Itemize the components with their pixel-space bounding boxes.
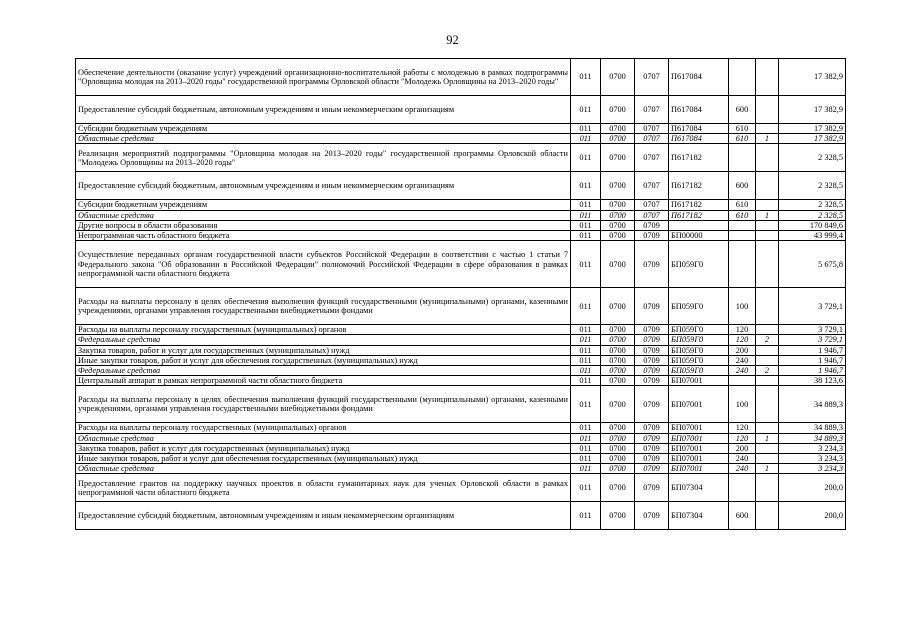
- table-row: [76, 443, 846, 453]
- funding-source-code: [756, 144, 779, 172]
- subsection-code: 0709: [635, 231, 669, 241]
- subsection-code: 0707: [635, 59, 669, 96]
- table-row: [76, 345, 846, 355]
- expense-type-code: 240: [729, 355, 756, 365]
- section-code: 0700: [601, 366, 635, 376]
- subsection-code: 0709: [635, 345, 669, 355]
- funding-source-code: 1: [756, 464, 779, 474]
- expense-type-code: 100: [729, 386, 756, 423]
- target-article-code: БП07001: [669, 423, 729, 433]
- target-article-code: П617084: [669, 134, 729, 144]
- funding-source-code: [756, 502, 779, 530]
- admin-code: 011: [571, 59, 601, 96]
- expense-type-code: 610: [729, 124, 756, 134]
- target-article-code: П617084: [669, 124, 729, 134]
- row-description: Областные средства: [76, 433, 571, 443]
- table-row: [76, 355, 846, 365]
- expense-type-code: 610: [729, 200, 756, 210]
- target-article-code: П617182: [669, 172, 729, 200]
- funding-source-code: [756, 96, 779, 124]
- table-row: [76, 423, 846, 433]
- amount: 17 382,9: [779, 124, 846, 134]
- table-row: [76, 386, 846, 423]
- target-article-code: БП07001: [669, 443, 729, 453]
- amount: 2 328,5: [779, 200, 846, 210]
- amount: 3 729,1: [779, 288, 846, 325]
- expense-type-code: [729, 241, 756, 288]
- section-code: 0700: [601, 355, 635, 365]
- amount: 200,0: [779, 474, 846, 502]
- amount: 34 889,3: [779, 423, 846, 433]
- table-row: [76, 474, 846, 502]
- funding-source-code: [756, 172, 779, 200]
- amount: 2 328,5: [779, 144, 846, 172]
- admin-code: 011: [571, 241, 601, 288]
- admin-code: 011: [571, 454, 601, 464]
- target-article-code: [669, 220, 729, 230]
- amount: 3 234,3: [779, 443, 846, 453]
- subsection-code: 0707: [635, 134, 669, 144]
- section-code: 0700: [601, 474, 635, 502]
- table-row: [76, 454, 846, 464]
- row-description: Федеральные средства: [76, 335, 571, 345]
- table-row: [76, 335, 846, 345]
- section-code: 0700: [601, 241, 635, 288]
- subsection-code: 0709: [635, 433, 669, 443]
- section-code: 0700: [601, 288, 635, 325]
- target-article-code: БП059Г0: [669, 241, 729, 288]
- target-article-code: БП07001: [669, 386, 729, 423]
- funding-source-code: 1: [756, 210, 779, 220]
- row-description: Предоставление субсидий бюджетным, автономным учреждениям и иным некоммерческим организациям: [76, 502, 571, 530]
- amount: 3 729,1: [779, 335, 846, 345]
- amount: 1 946,7: [779, 355, 846, 365]
- expense-type-code: 610: [729, 210, 756, 220]
- amount: 3 729,1: [779, 325, 846, 335]
- target-article-code: БП07001: [669, 454, 729, 464]
- section-code: 0700: [601, 345, 635, 355]
- admin-code: 011: [571, 355, 601, 365]
- table-body: [76, 59, 846, 530]
- budget-table: [75, 58, 846, 530]
- table-row: [76, 172, 846, 200]
- target-article-code: П617084: [669, 96, 729, 124]
- amount: 34 889,3: [779, 433, 846, 443]
- subsection-code: 0709: [635, 376, 669, 386]
- row-description: Непрограммная часть областного бюджета: [76, 231, 571, 241]
- row-description: Областные средства: [76, 464, 571, 474]
- row-description: Иные закупки товаров, работ и услуг для обеспечения государственных (муниципальных) нужд: [76, 454, 571, 464]
- section-code: 0700: [601, 433, 635, 443]
- amount: 34 889,3: [779, 386, 846, 423]
- amount: 1 946,7: [779, 345, 846, 355]
- funding-source-code: 1: [756, 134, 779, 144]
- row-description: Обеспечение деятельности (оказание услуг) учреждений организационно-воспитательной работы с молодежью в рамках подпрограммы "Орловщина молодая на 2013–2020 годы" государственной программы Орловской области "Молодежь Орловщины на 2013–2020 годы": [76, 59, 571, 96]
- table-row: [76, 210, 846, 220]
- target-article-code: П617182: [669, 144, 729, 172]
- target-article-code: БП07304: [669, 502, 729, 530]
- subsection-code: 0707: [635, 144, 669, 172]
- section-code: 0700: [601, 59, 635, 96]
- target-article-code: БП059Г0: [669, 345, 729, 355]
- admin-code: 011: [571, 124, 601, 134]
- table-row: [76, 464, 846, 474]
- subsection-code: 0707: [635, 210, 669, 220]
- expense-type-code: 120: [729, 325, 756, 335]
- table-row: [76, 134, 846, 144]
- table-row: [76, 433, 846, 443]
- section-code: 0700: [601, 502, 635, 530]
- target-article-code: БП059Г0: [669, 355, 729, 365]
- row-description: Реализация мероприятий подпрограммы "Орловщина молодая на 2013–2020 годы" государственной программы Орловской области "Молодежь Орловщины на 2013–2020 годы": [76, 144, 571, 172]
- section-code: 0700: [601, 172, 635, 200]
- funding-source-code: [756, 231, 779, 241]
- table-row: [76, 366, 846, 376]
- row-description: Закупка товаров, работ и услуг для государственных (муниципальных) нужд: [76, 345, 571, 355]
- admin-code: 011: [571, 325, 601, 335]
- target-article-code: П617182: [669, 210, 729, 220]
- target-article-code: БП00000: [669, 231, 729, 241]
- row-description: Расходы на выплаты персоналу государственных (муниципальных) органов: [76, 325, 571, 335]
- table-row: [76, 325, 846, 335]
- amount: 43 999,4: [779, 231, 846, 241]
- expense-type-code: [729, 220, 756, 230]
- row-description: Федеральные средства: [76, 366, 571, 376]
- subsection-code: 0709: [635, 474, 669, 502]
- target-article-code: БП059Г0: [669, 366, 729, 376]
- admin-code: 011: [571, 464, 601, 474]
- expense-type-code: 200: [729, 345, 756, 355]
- expense-type-code: 240: [729, 464, 756, 474]
- subsection-code: 0709: [635, 386, 669, 423]
- funding-source-code: [756, 241, 779, 288]
- expense-type-code: 120: [729, 335, 756, 345]
- subsection-code: 0709: [635, 220, 669, 230]
- amount: 17 382,9: [779, 96, 846, 124]
- funding-source-code: 2: [756, 335, 779, 345]
- table-row: [76, 241, 846, 288]
- amount: 38 123,6: [779, 376, 846, 386]
- admin-code: 011: [571, 210, 601, 220]
- section-code: 0700: [601, 386, 635, 423]
- amount: 17 382,9: [779, 59, 846, 96]
- admin-code: 011: [571, 200, 601, 210]
- admin-code: 011: [571, 376, 601, 386]
- table-row: [76, 231, 846, 241]
- section-code: 0700: [601, 210, 635, 220]
- admin-code: 011: [571, 386, 601, 423]
- expense-type-code: 610: [729, 134, 756, 144]
- target-article-code: БП07304: [669, 474, 729, 502]
- table-row: [76, 200, 846, 210]
- table-row: [76, 502, 846, 530]
- funding-source-code: [756, 124, 779, 134]
- admin-code: 011: [571, 345, 601, 355]
- table-row: [76, 59, 846, 96]
- subsection-code: 0709: [635, 464, 669, 474]
- table-row: [76, 288, 846, 325]
- row-description: Предоставление субсидий бюджетным, автономным учреждениям и иным некоммерческим организациям: [76, 172, 571, 200]
- subsection-code: 0707: [635, 96, 669, 124]
- expense-type-code: [729, 231, 756, 241]
- row-description: Расходы на выплаты персоналу в целях обеспечения выполнения функций государственными (муниципальными) органами, казенными учреждениями, органами управления государственными внебюджетными фондами: [76, 288, 571, 325]
- section-code: 0700: [601, 335, 635, 345]
- funding-source-code: 1: [756, 433, 779, 443]
- subsection-code: 0707: [635, 172, 669, 200]
- amount: 2 328,5: [779, 172, 846, 200]
- row-description: Расходы на выплаты персоналу в целях обеспечения выполнения функций государственными (муниципальными) органами, казенными учреждениями, органами управления государственными внебюджетными фондами: [76, 386, 571, 423]
- target-article-code: П617084: [669, 59, 729, 96]
- admin-code: 011: [571, 96, 601, 124]
- admin-code: 011: [571, 502, 601, 530]
- admin-code: 011: [571, 423, 601, 433]
- admin-code: 011: [571, 231, 601, 241]
- target-article-code: БП07001: [669, 376, 729, 386]
- admin-code: 011: [571, 335, 601, 345]
- funding-source-code: [756, 325, 779, 335]
- expense-type-code: 600: [729, 96, 756, 124]
- section-code: 0700: [601, 96, 635, 124]
- section-code: 0700: [601, 464, 635, 474]
- table-row: [76, 124, 846, 134]
- expense-type-code: [729, 474, 756, 502]
- section-code: 0700: [601, 443, 635, 453]
- target-article-code: БП07001: [669, 464, 729, 474]
- section-code: 0700: [601, 325, 635, 335]
- amount: 2 328,5: [779, 210, 846, 220]
- subsection-code: 0709: [635, 443, 669, 453]
- subsection-code: 0709: [635, 241, 669, 288]
- funding-source-code: [756, 355, 779, 365]
- row-description: Расходы на выплаты персоналу государственных (муниципальных) органов: [76, 423, 571, 433]
- expense-type-code: 240: [729, 366, 756, 376]
- funding-source-code: [756, 474, 779, 502]
- funding-source-code: [756, 220, 779, 230]
- expense-type-code: 120: [729, 423, 756, 433]
- table-row: [76, 96, 846, 124]
- subsection-code: 0707: [635, 200, 669, 210]
- table-row: [76, 144, 846, 172]
- expense-type-code: 240: [729, 454, 756, 464]
- subsection-code: 0709: [635, 355, 669, 365]
- expense-type-code: 600: [729, 172, 756, 200]
- row-description: Другие вопросы в области образования: [76, 220, 571, 230]
- funding-source-code: [756, 59, 779, 96]
- funding-source-code: [756, 345, 779, 355]
- amount: 170 849,6: [779, 220, 846, 230]
- funding-source-code: [756, 288, 779, 325]
- subsection-code: 0709: [635, 423, 669, 433]
- expense-type-code: 120: [729, 433, 756, 443]
- target-article-code: БП07001: [669, 433, 729, 443]
- amount: 3 234,3: [779, 464, 846, 474]
- section-code: 0700: [601, 231, 635, 241]
- page-number: 92: [446, 33, 459, 47]
- row-description: Областные средства: [76, 134, 571, 144]
- admin-code: 011: [571, 172, 601, 200]
- amount: 5 675,8: [779, 241, 846, 288]
- admin-code: 011: [571, 134, 601, 144]
- row-description: Иные закупки товаров, работ и услуг для обеспечения государственных (муниципальных) нужд: [76, 355, 571, 365]
- funding-source-code: [756, 443, 779, 453]
- table-row: [76, 220, 846, 230]
- table-row: [76, 376, 846, 386]
- amount: 3 234,3: [779, 454, 846, 464]
- funding-source-code: [756, 200, 779, 210]
- row-description: Областные средства: [76, 210, 571, 220]
- expense-type-code: [729, 376, 756, 386]
- section-code: 0700: [601, 200, 635, 210]
- admin-code: 011: [571, 366, 601, 376]
- funding-source-code: [756, 454, 779, 464]
- expense-type-code: [729, 59, 756, 96]
- subsection-code: 0707: [635, 124, 669, 134]
- subsection-code: 0709: [635, 288, 669, 325]
- row-description: Предоставление субсидий бюджетным, автономным учреждениям и иным некоммерческим организациям: [76, 96, 571, 124]
- expense-type-code: 100: [729, 288, 756, 325]
- target-article-code: П617182: [669, 200, 729, 210]
- row-description: Субсидии бюджетным учреждениям: [76, 200, 571, 210]
- admin-code: 011: [571, 443, 601, 453]
- row-description: Закупка товаров, работ и услуг для государственных (муниципальных) нужд: [76, 443, 571, 453]
- section-code: 0700: [601, 376, 635, 386]
- amount: 17 382,9: [779, 134, 846, 144]
- row-description: Предоставление грантов на поддержку научных проектов в области гуманитарных наук для ученых Орловской области в рамках непрограммной части областного бюджета: [76, 474, 571, 502]
- subsection-code: 0709: [635, 502, 669, 530]
- subsection-code: 0709: [635, 454, 669, 464]
- section-code: 0700: [601, 423, 635, 433]
- subsection-code: 0709: [635, 366, 669, 376]
- funding-source-code: [756, 423, 779, 433]
- admin-code: 011: [571, 433, 601, 443]
- section-code: 0700: [601, 134, 635, 144]
- amount: 1 946,7: [779, 366, 846, 376]
- target-article-code: БП059Г0: [669, 288, 729, 325]
- admin-code: 011: [571, 144, 601, 172]
- row-description: Осуществление переданных органам государственной власти субъектов Российской Федерации в соответствии с частью 1 статьи 7 Федерального закона "Об образовании в Российской Федерации" полномочий Российской Федерации в сфере образования в рамках непрограммной части областного бюджета: [76, 241, 571, 288]
- target-article-code: БП059Г0: [669, 335, 729, 345]
- funding-source-code: 2: [756, 366, 779, 376]
- section-code: 0700: [601, 454, 635, 464]
- expense-type-code: 600: [729, 502, 756, 530]
- expense-type-code: 200: [729, 443, 756, 453]
- section-code: 0700: [601, 124, 635, 134]
- target-article-code: БП059Г0: [669, 325, 729, 335]
- admin-code: 011: [571, 220, 601, 230]
- row-description: Центральный аппарат в рамках непрограммной части областного бюджета: [76, 376, 571, 386]
- funding-source-code: [756, 386, 779, 423]
- funding-source-code: [756, 376, 779, 386]
- admin-code: 011: [571, 288, 601, 325]
- row-description: Субсидии бюджетным учреждениям: [76, 124, 571, 134]
- amount: 200,0: [779, 502, 846, 530]
- section-code: 0700: [601, 144, 635, 172]
- admin-code: 011: [571, 474, 601, 502]
- subsection-code: 0709: [635, 335, 669, 345]
- subsection-code: 0709: [635, 325, 669, 335]
- section-code: 0700: [601, 220, 635, 230]
- expense-type-code: [729, 144, 756, 172]
